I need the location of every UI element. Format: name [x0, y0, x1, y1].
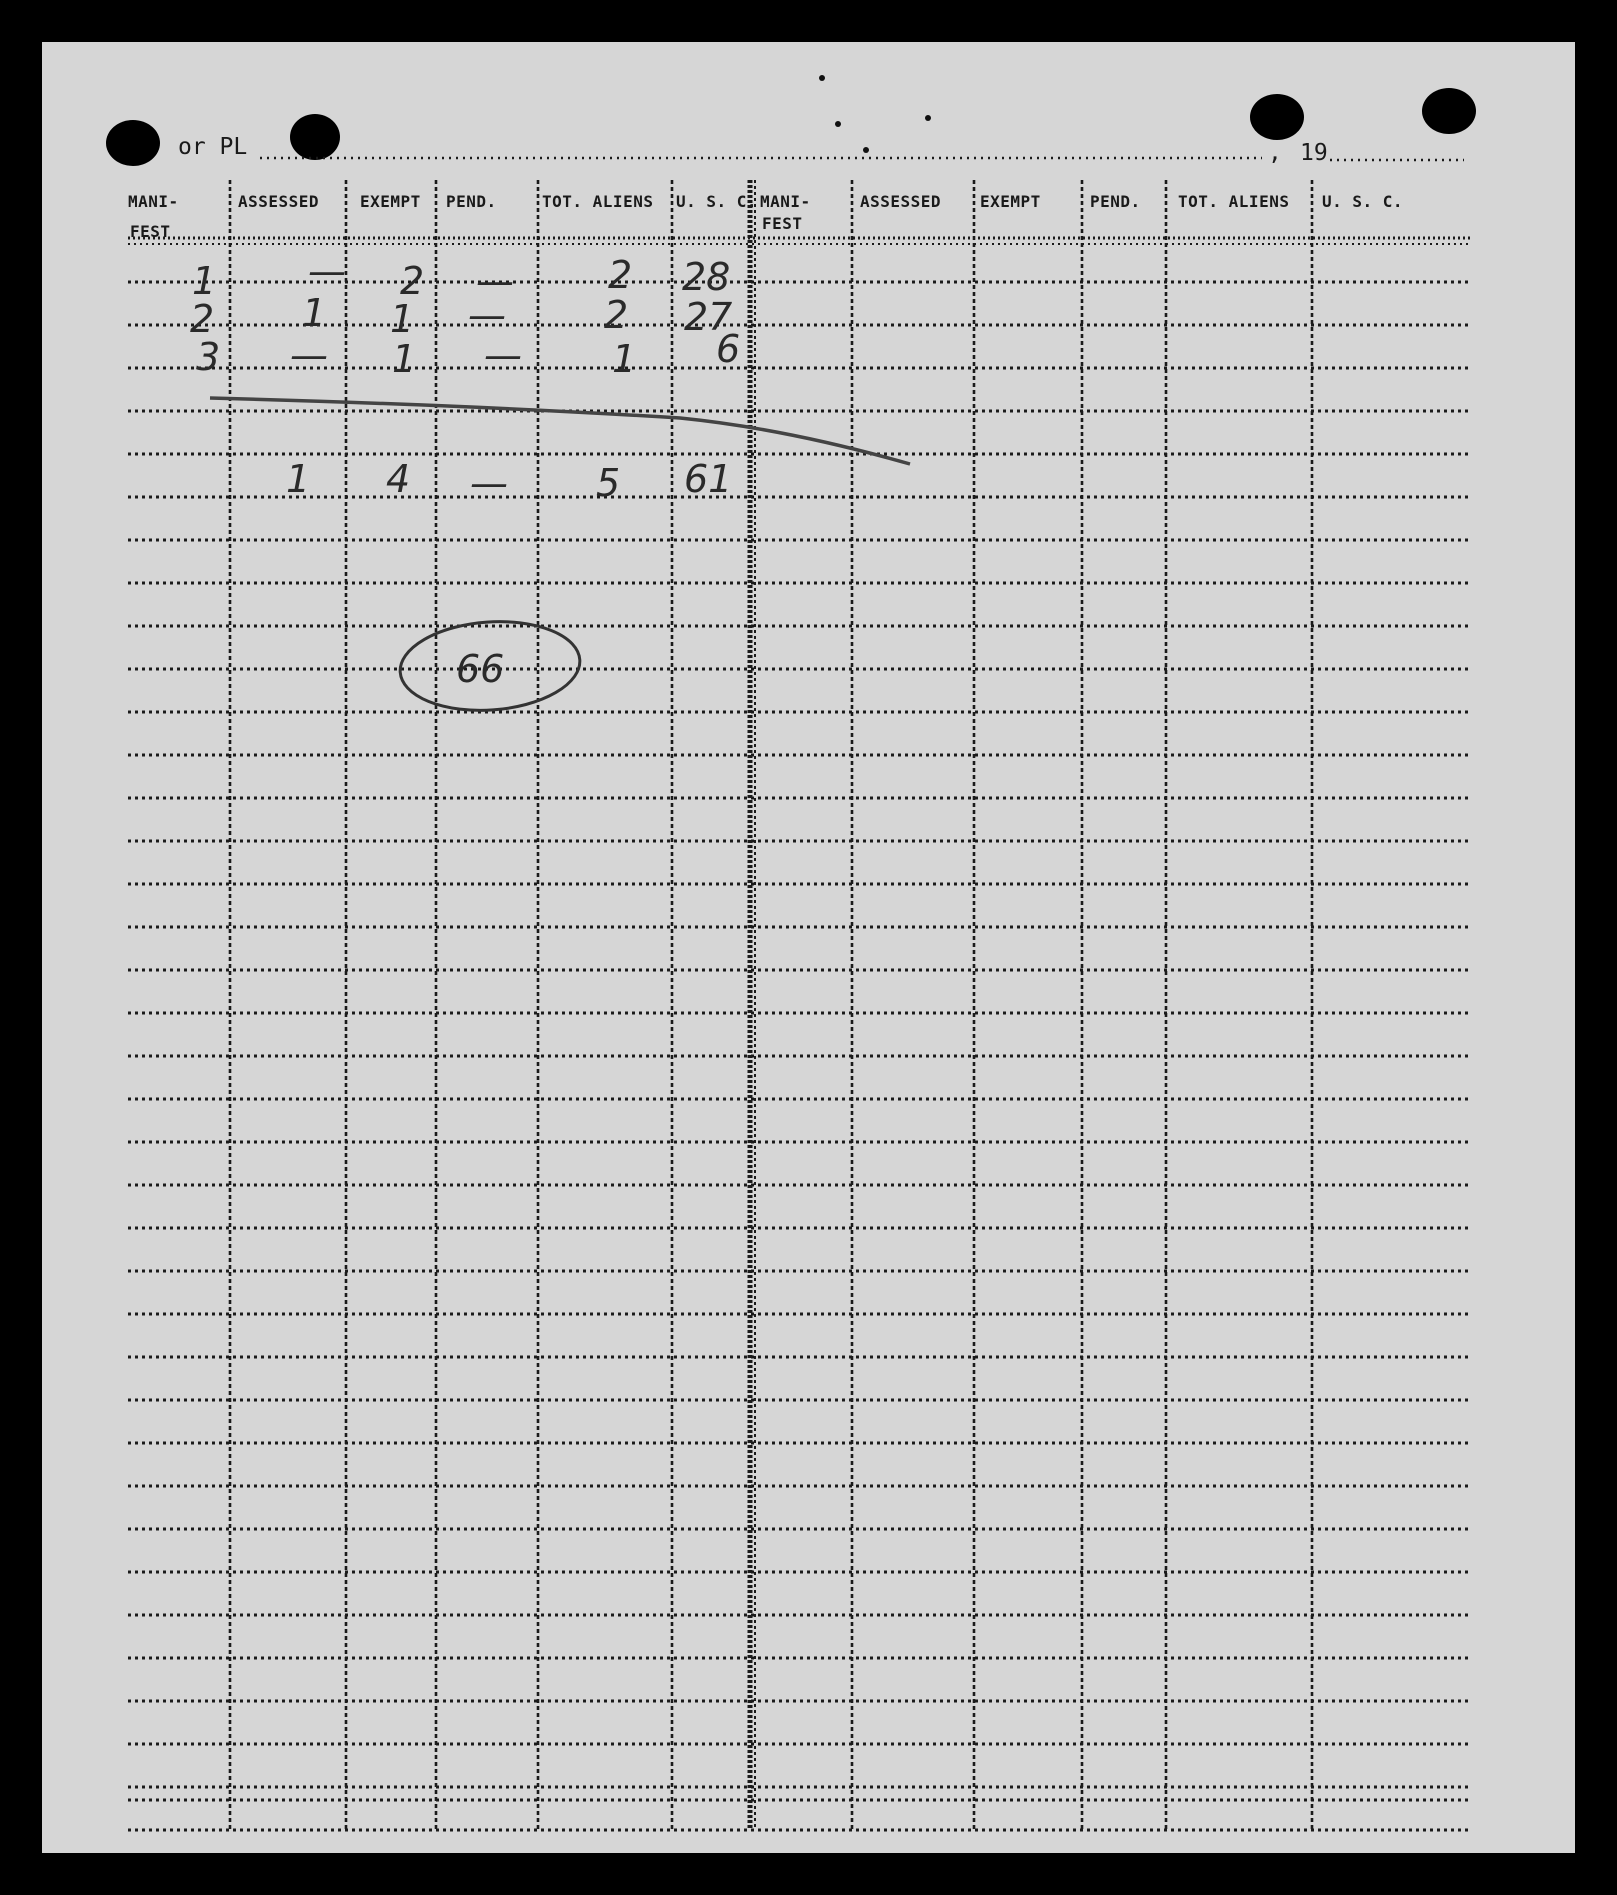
col-header-usc: U. S. C. — [676, 192, 758, 211]
col-header-manifest-2: FEST — [130, 222, 171, 241]
col-header-usc-right: U. S. C. — [1322, 192, 1404, 211]
col-header-pend-right: PEND. — [1090, 192, 1141, 211]
total-usc: 61 — [684, 457, 733, 501]
year-label: 19 — [1300, 140, 1328, 166]
form-type-label: or PL — [178, 134, 248, 160]
total-assessed: 1 — [286, 457, 311, 501]
entry-1-tot-aliens: 2 — [608, 253, 633, 297]
entry-3-usc: 6 — [716, 327, 741, 371]
grand-total: 66 — [456, 647, 505, 691]
ink-speck — [819, 75, 825, 81]
col-header-assessed-right: ASSESSED — [860, 192, 942, 211]
entry-1-assessed: — — [308, 249, 346, 293]
entry-2-exempt: 1 — [390, 297, 415, 341]
entry-1-usc: 28 — [682, 255, 731, 299]
total-exempt: 4 — [386, 457, 411, 501]
date-comma: , — [1268, 140, 1282, 166]
col-header-manifest-1: MANI- — [128, 192, 179, 211]
entry-3-tot-aliens: 1 — [612, 337, 637, 381]
total-pend: — — [470, 461, 508, 505]
col-header-exempt: EXEMPT — [360, 192, 421, 211]
col-header-tot-aliens: TOT. ALIENS — [542, 192, 654, 211]
ink-speck — [863, 147, 869, 153]
ink-speck — [925, 115, 931, 121]
entry-1-manifest: 1 — [192, 259, 217, 303]
entry-2-assessed: 1 — [302, 291, 327, 335]
ink-speck — [835, 121, 841, 127]
entry-2-tot-aliens: 2 — [604, 293, 629, 337]
entry-1-pend: — — [476, 259, 514, 303]
entry-1-exempt: 2 — [400, 259, 425, 303]
entry-2-pend: — — [468, 293, 506, 337]
col-header-tot-aliens-right: TOT. ALIENS — [1178, 192, 1290, 211]
col-header-manifest-right-1: MANI- — [760, 192, 811, 211]
col-header-assessed: ASSESSED — [238, 192, 320, 211]
entry-3-exempt: 1 — [392, 337, 417, 381]
total-tot-aliens: 5 — [596, 461, 621, 505]
handwritten-sum-line — [210, 398, 910, 464]
entry-3-assessed: — — [290, 333, 328, 377]
entry-3-manifest: 3 — [196, 335, 221, 379]
entry-3-pend: — — [484, 333, 522, 377]
col-header-pend: PEND. — [446, 192, 497, 211]
col-header-exempt-right: EXEMPT — [980, 192, 1041, 211]
entry-2-manifest: 2 — [190, 297, 215, 341]
col-header-manifest-right-2: FEST — [762, 214, 803, 233]
entry-2-usc: 27 — [684, 295, 733, 339]
